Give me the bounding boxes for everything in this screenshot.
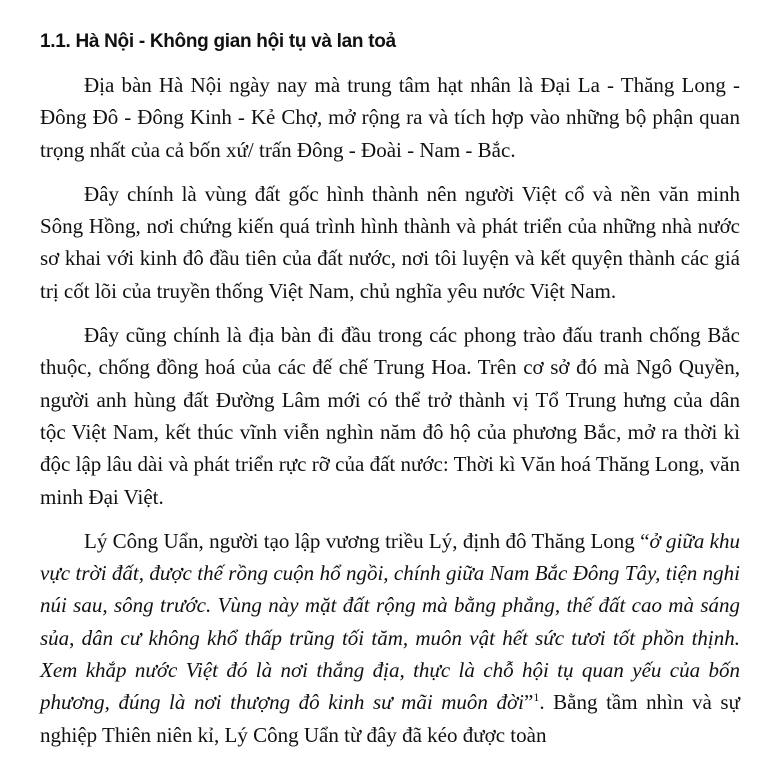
document-page bbox=[40, 28, 740, 763]
paragraph-4-quote: ở giữa khu vực trời đất, được thế rồng cuộn hổ ngồi, chính giữa Nam Bắc Đông Tây, tiện nghi núi sau, sông trước. Vùng này mặt đất rộng mà bằng phẳng, thế đất cao mà sáng sủa, dân cư không khổ thấp trũng tối tăm, muôn vật hết sức tươi tốt phồn thịnh. Xem khắp nước Việt đó là nơi thắng địa, thực là chỗ hội tụ quan yếu của bốn phương, đúng là nơi thượng đô kinh sư mãi muôn đời bbox=[40, 528, 740, 715]
paragraph-4-close-quote: ” bbox=[524, 690, 534, 715]
paragraph-4 bbox=[40, 525, 740, 751]
section-heading: 1.1. Hà Nội - Không gian hội tụ và lan toả bbox=[40, 31, 396, 52]
paragraph-3: Đây cũng chính là địa bàn đi đầu trong các phong trào đấu tranh chống Bắc thuộc, chống đồng hoá của các đế chế Trung Hoa. Trên cơ sở đó mà Ngô Quyền, người anh hùng đất Đường Lâm mới có thể trở thành vị Tổ Trung hưng của dân tộc Việt Nam, kết thúc vĩnh viễn nghìn năm đô hộ của phương Bắc, mở ra thời kì độc lập lâu dài và phát triển rực rỡ của đất nước: Thời kì Văn hoá Thăng Long, văn minh Đại Việt. bbox=[40, 323, 740, 509]
paragraph-4-intro: Lý Công Uẩn, người tạo lập vương triều Lý, định đô Thăng Long “ bbox=[84, 528, 650, 553]
paragraph-4-outro: . Bằng tầm nhìn và sự nghiệp Thiên niên kỉ, Lý Công Uẩn từ đây đã kéo được toàn bbox=[40, 690, 740, 747]
paragraph-1: Địa bàn Hà Nội ngày nay mà trung tâm hạt nhân là Đại La - Thăng Long - Đông Đô - Đông Kinh - Kẻ Chợ, mở rộng ra và tích hợp vào những bộ phận quan trọng nhất của cả bốn xứ/ trấn Đông - Đoài - Nam - Bắc. bbox=[40, 73, 740, 162]
paragraph-2: Đây chính là vùng đất gốc hình thành nên người Việt cổ và nền văn minh Sông Hồng, nơi chứng kiến quá trình hình thành và phát triển của những nhà nước sơ khai với kinh đô đầu tiên của đất nước, nơi tôi luyện và kết quyện thành các giá trị cốt lõi của truyền thống Việt Nam, chủ nghĩa yêu nước Việt Nam. bbox=[40, 181, 740, 303]
footnote-marker: 1 bbox=[533, 690, 540, 705]
